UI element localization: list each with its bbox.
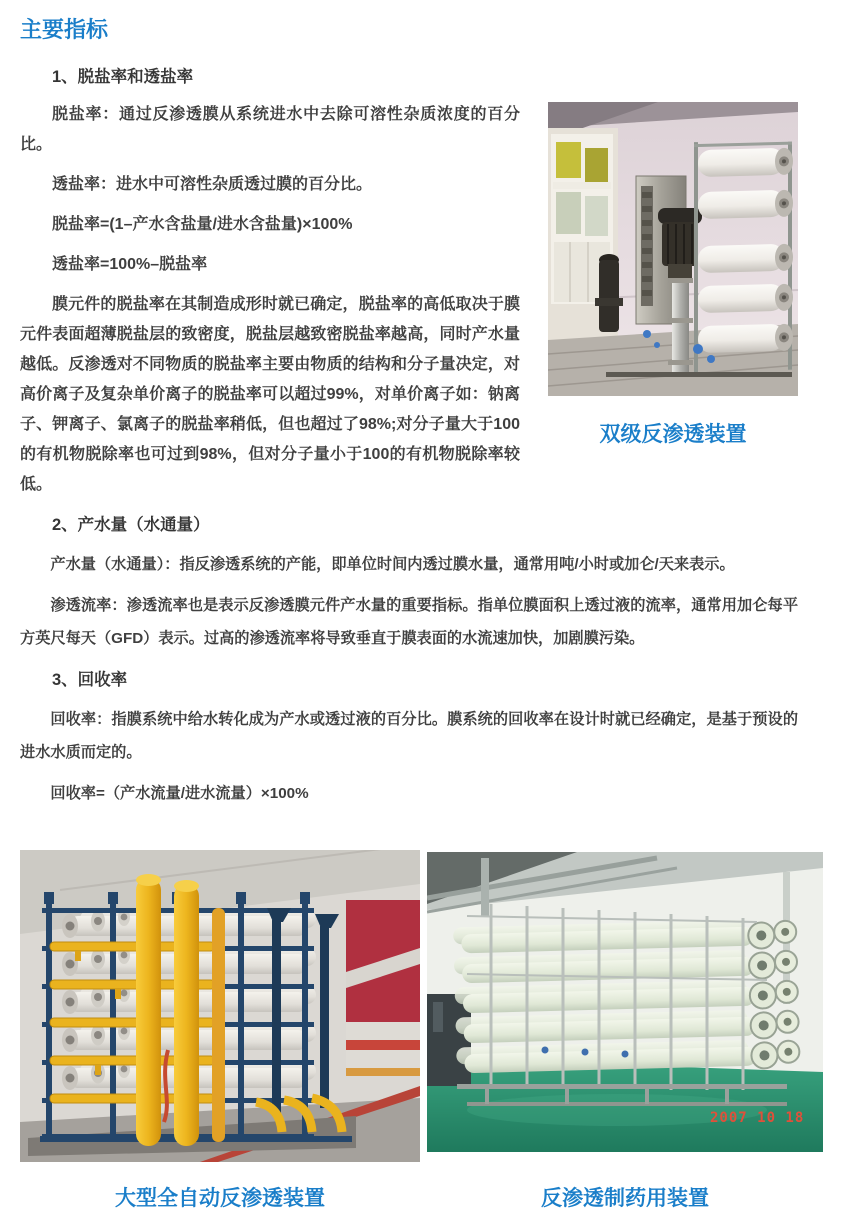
formula-desalination-rate: 脱盐率=(1–产水含盐量/进水含盐量)×100% [52, 216, 353, 233]
para-recovery-definition: 回收率：指膜系统中给水转化成为产水或透过液的百分比。膜系统的回收率在设计时就已经确定，是基于预设的进水水质而定的。 [20, 711, 798, 761]
photo-large-auto-ro-device [20, 850, 420, 1162]
section-2-heading: 2、产水量（水通量） [52, 516, 210, 534]
para-salt-passage-definition: 透盐率：进水中可溶性杂质透过膜的百分比。 [52, 176, 373, 193]
photo-two-stage-ro-device [548, 102, 798, 396]
figure-large-auto-ro [20, 850, 420, 1212]
para-membrane-desalination-detail: 膜元件的脱盐率在其制造成形时就已确定，脱盐率的高低取决于膜元件表面超薄脱盐层的致密度，脱盐层越致密脱盐率越高，同时产水量越低。反渗透对不同物质的脱盐率主要由物质的结构和分子量决定，对高价离子及复杂单价离子的脱盐率可以超过99%，对单价离子如：钠离子、钾离子、氯离子的脱盐率稍低，但也超过了98%;对分子量大于100的有机物脱除率也可过到98%，但对分子量小于100的有机物脱除率较低。 [20, 296, 520, 493]
caption-two-stage-ro: 双级反渗透装置 [599, 423, 747, 446]
section-recovery [20, 669, 798, 810]
section-desalination [20, 66, 798, 500]
figure-pharma-ro [427, 852, 823, 1212]
formula-salt-passage: 透盐率=100%–脱盐率 [52, 256, 208, 273]
caption-pharma-ro: 反渗透制药用装置 [541, 1187, 709, 1210]
photo-timestamp: 2007 10 18 [710, 1110, 805, 1126]
formula-recovery-rate: 回收率=（产水流量/进水流量）×100% [50, 785, 309, 802]
section-1-heading: 1、脱盐率和透盐率 [52, 68, 194, 86]
para-flux-definition: 渗透流率：渗透流率也是表示反渗透膜元件产水量的重要指标。指单位膜面积上透过液的流率，通常用加仑每平方英尺每天（GFD）表示。过高的渗透流率将导致垂直于膜表面的水流速加快，加剧膜污染。 [20, 597, 798, 647]
section-permeate-flow [20, 514, 798, 655]
photo-pharma-ro-device [427, 852, 823, 1152]
para-desalination-definition: 脱盐率：通过反渗透膜从系统进水中去除可溶性杂质浓度的百分比。 [20, 106, 520, 153]
page-title: 主要指标 [20, 17, 109, 42]
caption-large-auto-ro: 大型全自动反渗透装置 [115, 1187, 325, 1210]
para-permeate-flow-definition: 产水量（水通量）：指反渗透系统的产能，即单位时间内透过膜水量，通常用吨/小时或加仑/天来表示。 [50, 556, 735, 573]
section-3-heading: 3、回收率 [52, 671, 128, 689]
figure-two-stage-ro [548, 102, 798, 448]
